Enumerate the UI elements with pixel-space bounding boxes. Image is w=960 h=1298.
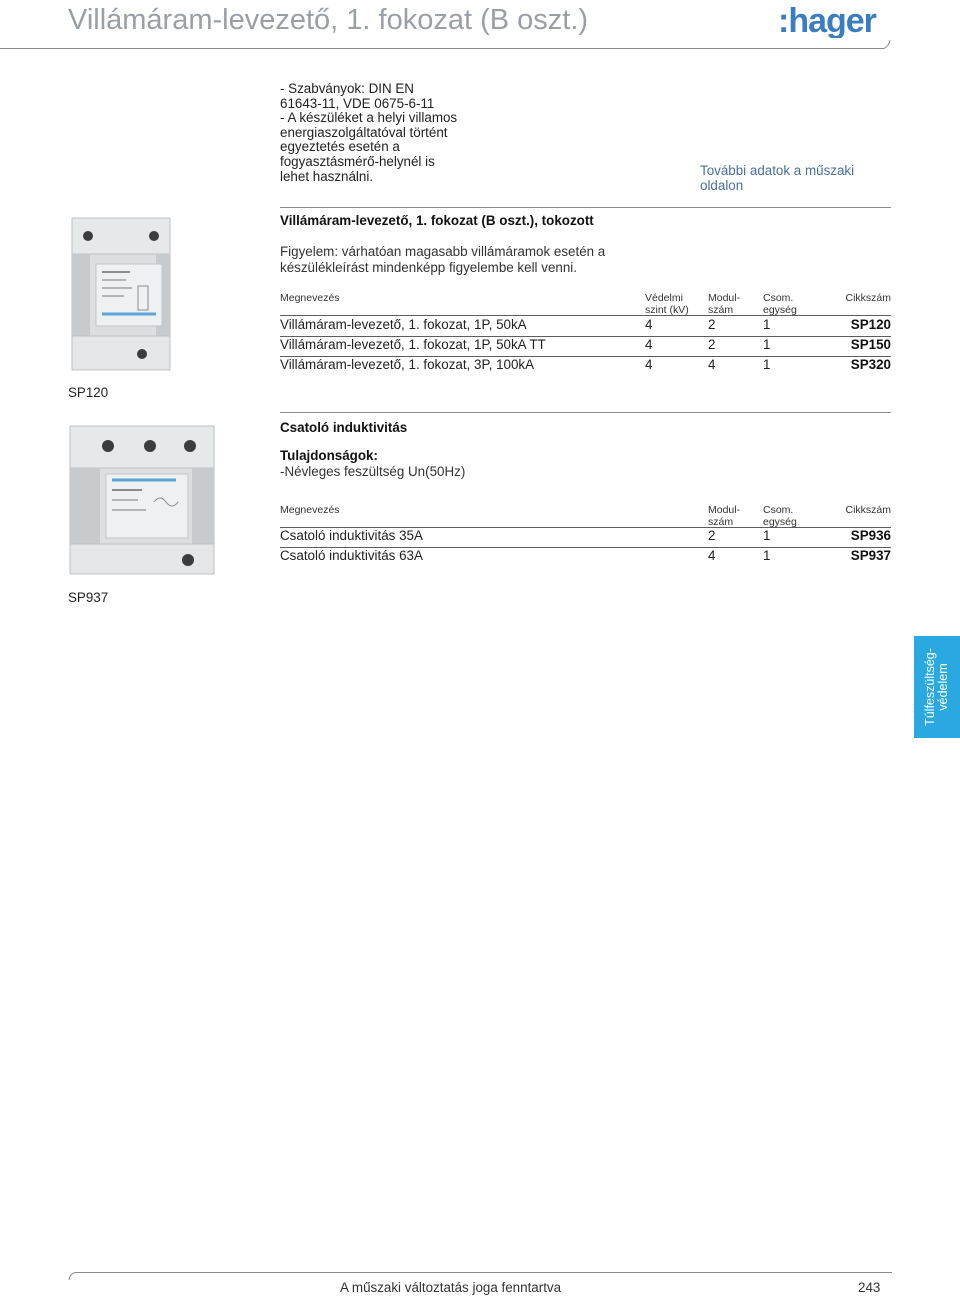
hager-logo	[778, 4, 880, 38]
properties-line: -Névleges feszültség Un(50Hz)	[280, 464, 466, 479]
warning-line: Figyelem: várhatóan magasabb villámáramok esetén a	[280, 244, 606, 259]
row-name: Villámáram-levezető, 1. fokozat, 1P, 50kA TT	[280, 337, 546, 352]
note-line: fogyasztásmérő-helynél is	[280, 153, 435, 169]
row-name: Villámáram-levezető, 1. fokozat, 1P, 50kA	[280, 317, 527, 332]
standards-notes	[280, 82, 510, 184]
logo-text: :hager	[778, 4, 876, 38]
row-code: SP936	[850, 528, 891, 543]
page-number: 243	[858, 1280, 881, 1295]
row-code: SP150	[850, 337, 891, 352]
col-header-code: Cikkszám	[845, 504, 891, 516]
section2-rule	[280, 412, 891, 413]
sp120-caption: SP120	[68, 385, 109, 400]
row-name: Villámáram-levezető, 1. fokozat, 3P, 100kA	[280, 357, 535, 372]
side-tab-label: Túlfeszültség- védelem	[923, 648, 950, 726]
section1-title: Villámáram-levezető, 1. fokozat (B oszt.), tokozott	[280, 213, 594, 228]
row-name: Csatoló induktivitás 35A	[280, 528, 423, 543]
note-line: 61643-11, VDE 0675-6-11	[280, 95, 435, 111]
row-code: SP120	[850, 317, 891, 332]
row-level: 4	[645, 357, 653, 372]
sp120-product-image	[66, 214, 178, 374]
note-line: egyeztetés esetén a	[280, 139, 400, 155]
section-side-tab[interactable]	[914, 636, 960, 738]
section2-title: Csatoló induktivitás	[280, 420, 408, 435]
col-header-pack: Csom. egység	[763, 504, 797, 528]
note-line: energiaszolgáltatóval történt	[280, 124, 448, 140]
row-pack: 1	[763, 548, 771, 563]
footer-rule	[66, 1262, 896, 1282]
row-code: SP937	[850, 548, 891, 563]
row-level: 4	[645, 337, 653, 352]
col-header-code: Cikkszám	[845, 292, 891, 304]
col-header-module: Modul- szám	[708, 292, 741, 316]
row-name: Csatoló induktivitás 63A	[280, 548, 423, 563]
note-line: - A készüléket a helyi villamos	[280, 110, 458, 126]
header-divider	[280, 315, 891, 316]
col-header-name: Megnevezés	[280, 292, 340, 304]
row-pack: 1	[763, 337, 771, 352]
section1-rule	[280, 207, 891, 208]
col-header-level: Védelmi szint (kV)	[645, 292, 689, 316]
more-info-link[interactable]: További adatok a műszaki oldalon	[700, 163, 855, 193]
row-pack: 1	[763, 317, 771, 332]
sp937-caption: SP937	[68, 590, 109, 605]
col-header-pack: Csom. egység	[763, 292, 797, 316]
row-module: 2	[708, 337, 716, 352]
note-line: lehet használni.	[280, 168, 374, 184]
row-pack: 1	[763, 528, 771, 543]
header-rule	[0, 40, 900, 54]
row-module: 2	[708, 528, 716, 543]
note-line: - Szabványok: DIN EN	[280, 81, 414, 96]
col-header-name: Megnevezés	[280, 504, 340, 516]
properties-title: Tulajdonságok:	[280, 448, 378, 463]
page-title: Villámáram-levezető, 1. fokozat (B oszt.)	[68, 4, 589, 36]
footer-disclaimer: A műszaki változtatás joga fenntartva	[340, 1280, 562, 1295]
row-module: 4	[708, 548, 716, 563]
row-level: 4	[645, 317, 653, 332]
col-header-module: Modul- szám	[708, 504, 741, 528]
row-pack: 1	[763, 357, 771, 372]
row-code: SP320	[850, 357, 891, 372]
sp937-product-image	[66, 422, 218, 578]
row-module: 2	[708, 317, 716, 332]
warning-line: készülékleírást mindenképp figyelembe kell venni.	[280, 260, 577, 275]
row-module: 4	[708, 357, 716, 372]
